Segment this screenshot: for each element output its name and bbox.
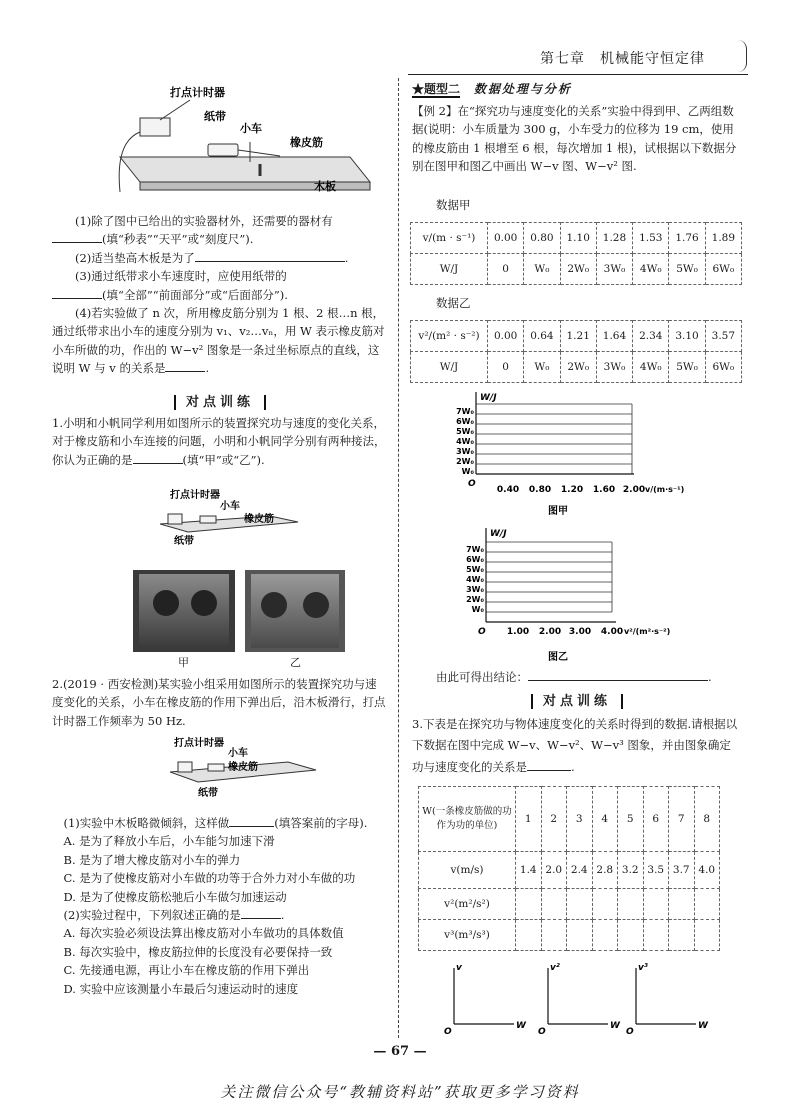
axes-y-label: v — [456, 963, 462, 973]
answer-blank[interactable] — [195, 250, 345, 262]
graph-a-xtick: 1.60 — [592, 485, 616, 495]
graph-b-ytick: 7W₀ — [466, 545, 484, 554]
label-band: 橡皮筋 — [228, 762, 258, 773]
graph-a-ylabel: W/J — [480, 393, 497, 403]
table-cell: 3W₀ — [596, 254, 632, 285]
table-cell: 4.0 — [694, 852, 720, 889]
table-row — [419, 787, 720, 852]
label-cart: 小车 — [240, 122, 262, 135]
table-cell: 0.00 — [488, 223, 524, 254]
graph-b-ytick: 4W₀ — [466, 575, 484, 584]
table-cell: 1.89 — [705, 223, 741, 254]
answer-blank[interactable] — [241, 907, 281, 919]
table-cell: v(m/s) — [419, 852, 516, 889]
photo-caption-b: 乙 — [290, 656, 301, 669]
q1-part3b: (填“全部”“前面部分”或“后面部分”). — [102, 287, 288, 302]
figure-apparatus-1 — [100, 82, 380, 207]
p1-text: 1.小明和小帆同学利用如图所示的装置探究功与速度的变化关系，对于橡皮筋和小车连接的问题，小明和小帆同学分别有两种接法，你认为正确的是 — [52, 416, 386, 467]
label-tape: 纸带 — [204, 110, 226, 123]
table-cell: 2.4 — [567, 852, 593, 889]
p2-part2: (2)实验过程中，下列叙述正确的是 — [63, 907, 241, 922]
graph-a-caption: 图甲 — [548, 506, 568, 517]
axes-y-label: v² — [550, 963, 560, 973]
p2-part1b: (填答案前的字母). — [274, 816, 368, 830]
table-cell: 1.76 — [669, 223, 705, 254]
graph-a-ytick: 3W₀ — [456, 447, 474, 456]
table-cell: 3.5 — [643, 852, 669, 889]
table-cell: 4W₀ — [633, 352, 669, 383]
table-cell: 0 — [488, 352, 524, 383]
cart-shape — [208, 144, 238, 156]
axes-x-label: W — [610, 1021, 620, 1031]
table-cell: 2 — [541, 787, 567, 852]
graph-b-ytick: 6W₀ — [466, 555, 484, 564]
table-cell: 3 — [567, 787, 593, 852]
table-cell: 1.4 — [516, 852, 542, 889]
graph-a-xtick: 0.40 — [496, 485, 520, 495]
p3-text: 3.下表是在探究功与物体速度变化的关系时得到的数据.请根据以下数据在图中完成 W−v、W−v²、W−v³ 图象，并由图象确定功与速度变化的关系是 — [412, 717, 738, 774]
axes-v-w — [444, 963, 527, 1037]
label-cart: 小车 — [228, 748, 248, 759]
blank-axes — [440, 958, 740, 1038]
answer-blank[interactable] — [527, 759, 571, 771]
answer-blank[interactable] — [229, 815, 274, 827]
table-cell: v²(m²/s²) — [419, 889, 516, 920]
data-table-c — [418, 786, 720, 951]
graph-a — [440, 388, 700, 518]
table-cell: 2W₀ — [560, 352, 596, 383]
table-cell: W(一条橡皮筋做的功作为功的单位) — [419, 787, 516, 852]
table-cell: 1.10 — [560, 223, 596, 254]
axes-origin: O — [626, 1027, 634, 1037]
timer-shape — [168, 514, 182, 524]
table-cell: 6W₀ — [705, 254, 741, 285]
label-tape: 纸带 — [198, 788, 218, 798]
table-cell: 4 — [592, 787, 618, 852]
figure-apparatus-2 — [160, 486, 300, 548]
graph-a-ytick: 5W₀ — [456, 427, 474, 436]
conclusion-line: 由此可得出结论： . — [436, 670, 712, 684]
conclusion-label: 由此可得出结论： — [436, 670, 528, 684]
table-cell: 3.57 — [705, 321, 741, 352]
table-cell: 1.64 — [596, 321, 632, 352]
table-cell: 3.10 — [669, 321, 705, 352]
section-heading — [412, 80, 742, 99]
table-row — [411, 254, 742, 285]
data-table-a — [410, 222, 742, 285]
table-cell: 6W₀ — [705, 352, 741, 383]
question-block-1: (1)除了图中已给出的实验器材外，还需要的器材有 (填“秒表”“天平”或“刻度尺”). (2)适当垫高木板是为了 . (3)通过纸带求小车速度时，应使用纸带的 (填“全部”“前面部分”或“后面部分”). (4)若实验做了 n 次，所用橡皮筋分别为 1 根、2 根…n 根，通过纸带求出小车的速度分别为 v₁、v₂…vₙ，用 W 表示橡皮筋对小车所做的功，作出的 W−v² 图象是一条过坐标原点的直线，这说明 W 与 v 的关系是 . — [52, 214, 385, 376]
graph-a-origin: O — [468, 479, 476, 489]
graph-a-xtick: 0.80 — [528, 485, 552, 495]
table-cell: 0.64 — [524, 321, 560, 352]
graph-a-ytick: 7W₀ — [456, 407, 474, 416]
section-title: 数据处理与分析 — [473, 82, 572, 96]
graph-b-ytick: W₀ — [471, 605, 484, 614]
graph-b-grid — [486, 542, 612, 612]
q1-part1b: (填“秒表”“天平”或“刻度尺”). — [102, 232, 254, 247]
graph-b-xtick: 4.00 — [600, 627, 624, 637]
figure-apparatus-3 — [170, 734, 320, 798]
photo-caption-a: 甲 — [178, 656, 189, 669]
footer-note: 关注微信公众号“教辅资料站”获取更多学习资料 — [220, 1083, 580, 1101]
answer-blank[interactable] — [52, 231, 102, 243]
example-2 — [412, 102, 742, 176]
table-cell: 1.21 — [560, 321, 596, 352]
table-row — [419, 920, 720, 951]
label-board: 木板 — [314, 180, 336, 193]
p2-part2-option: A. 每次实验必须设法算出橡皮筋对小车做功的具体数值 — [63, 926, 344, 941]
table-cell: 1.28 — [596, 223, 632, 254]
timer-shape — [140, 118, 170, 136]
table-row — [411, 223, 742, 254]
table-cell: 0.80 — [524, 223, 560, 254]
graph-b-xtick: 1.00 — [506, 627, 530, 637]
graph-a-grid — [476, 404, 632, 474]
section-label: ★题型二 — [412, 82, 461, 96]
p2-part2-option: C. 先接通电源，再让小车在橡皮筋的作用下弹出 — [63, 963, 310, 978]
table-row — [411, 352, 742, 383]
graph-a-xtick: 2.00 — [622, 485, 646, 495]
p2-part1-option: C. 是为了使橡皮筋对小车做的功等于合外力对小车做的功 — [63, 871, 356, 886]
table-cell: v/(m · s⁻¹) — [411, 223, 488, 254]
graph-b-ylabel: W/J — [490, 529, 507, 539]
problem-2 — [52, 675, 388, 730]
p2-part1-option: B. 是为了增大橡皮筋对小车的弹力 — [63, 852, 241, 867]
photo-connection-b — [245, 570, 345, 652]
table-cell: 3W₀ — [596, 352, 632, 383]
table-cell: 6 — [643, 787, 669, 852]
table-cell: 1.53 — [633, 223, 669, 254]
problem-1 — [52, 414, 388, 469]
cart-shape — [200, 516, 216, 523]
answer-blank[interactable] — [528, 669, 708, 681]
label-band: 橡皮筋 — [244, 514, 274, 525]
graph-a-xlabel: v/(m·s⁻¹) — [645, 485, 685, 494]
column-divider — [398, 78, 399, 1038]
p2-part2-option: D. 实验中应该测量小车最后匀速运动时的速度 — [63, 981, 299, 996]
table-cell: W₀ — [524, 352, 560, 383]
graph-b-xtick: 3.00 — [568, 627, 592, 637]
ex2-text: 【例 2】在“探究功与速度变化的关系”实验中得到甲、乙两组数据(说明：小车质量为 300 g，小车受力的位移为 19 cm，使用的橡皮筋由 1 根增至 6 根，每次增加 1 根)，试根据以下数据分别在图甲和图乙中画出 W−v 图、W−v² 图. — [412, 104, 737, 174]
p1-text-b: (填“甲”或“乙”). — [182, 452, 265, 467]
table-cell: W/J — [411, 352, 488, 383]
table-cell: 8 — [694, 787, 720, 852]
axes-y-label: v³ — [638, 963, 648, 973]
table-cell: 4W₀ — [633, 254, 669, 285]
page-number: — 67 — — [373, 1044, 427, 1059]
cart-shape — [208, 764, 224, 771]
header-bracket — [738, 40, 747, 72]
label-timer: 打点计时器 — [174, 738, 224, 749]
p2-part1: (1)实验中木板略微倾斜，这样做 — [63, 816, 230, 830]
graph-b-origin: O — [478, 627, 486, 637]
table-cell: v³(m³/s³) — [419, 920, 516, 951]
graph-a-ytick: W₀ — [461, 467, 474, 476]
label-tape: 纸带 — [174, 536, 194, 547]
band-shape — [238, 150, 280, 156]
table-cell: 3.7 — [669, 852, 695, 889]
q1-part2: (2)适当垫高木板是为了 — [75, 250, 195, 265]
graph-a-ytick: 2W₀ — [456, 457, 474, 466]
table-a-title: 数据甲 — [436, 198, 471, 212]
q1-part3: (3)通过纸带求小车速度时，应使用纸带的 — [75, 269, 287, 284]
table-cell: 0.00 — [488, 321, 524, 352]
table-row — [419, 889, 720, 920]
table-cell: 2.8 — [592, 852, 618, 889]
box-title-right: 对点训练 — [412, 692, 742, 713]
axes-v3-w — [626, 963, 709, 1037]
table-cell: v²/(m² · s⁻²) — [411, 321, 488, 352]
answer-blank[interactable] — [52, 287, 102, 299]
table-cell: 2.34 — [633, 321, 669, 352]
problem-3: 3.下表是在探究功与物体速度变化的关系时得到的数据.请根据以下数据在图中完成 W−v、W−v²、W−v³ 图象，并由图象确定功与速度变化的关系是 . — [412, 717, 738, 774]
axes-x-label: W — [698, 1021, 708, 1031]
label-timer: 打点计时器 — [170, 86, 225, 99]
p2-part2-option: B. 每次实验中，橡皮筋拉伸的长度没有必要保持一致 — [63, 944, 333, 959]
problem-2-parts: (1)实验中木板略微倾斜，这样做 (填答案前的字母). A. 是为了释放小车后，小车能匀加速下滑 B. 是为了增大橡皮筋对小车的弹力 C. 是为了使橡皮筋对小车做的功等于合外力对小车做的功 D. 是为了使橡皮筋松驰后小车做匀加速运动 (2)实验过程中，下列叙述正确的是 . A. 每次实验必须设法算出橡皮筋对小车做功的具体数值 B. 每次实验中，橡皮筋拉伸的长度没有必要保持一致 C. 先接通电源，再让小车在橡皮筋的作用下弹出 D. 实验中应该测量小车最后匀速运动时的速度 — [52, 814, 388, 998]
table-row — [419, 852, 720, 889]
answer-blank[interactable] — [165, 360, 205, 372]
graph-b-ytick: 5W₀ — [466, 565, 484, 574]
chapter-header: 第七章 机械能守恒定律 — [540, 51, 705, 67]
axes-origin: O — [444, 1027, 452, 1037]
axes-v2-w — [538, 963, 621, 1037]
table-cell: 3.2 — [618, 852, 644, 889]
board-shape — [120, 157, 370, 182]
timer-shape — [178, 762, 192, 772]
label-band: 橡皮筋 — [290, 136, 323, 149]
graph-a-ytick: 4W₀ — [456, 437, 474, 446]
table-row — [411, 321, 742, 352]
graph-a-ytick: 6W₀ — [456, 417, 474, 426]
graph-b-caption: 图乙 — [548, 652, 568, 663]
graph-b-ytick: 3W₀ — [466, 585, 484, 594]
table-cell: W/J — [411, 254, 488, 285]
graph-b-ytick: 2W₀ — [466, 595, 484, 604]
p2-text: 2.(2019 · 西安检测)某实验小组采用如图所示的装置探究功与速度变化的关系，小车在橡皮筋的作用下弹出后，沿木板滑行，打点计时器工作频率为 50 Hz. — [52, 677, 386, 728]
axes-x-label: W — [516, 1021, 526, 1031]
table-cell: 5 — [618, 787, 644, 852]
table-cell: 2W₀ — [560, 254, 596, 285]
table-cell: 0 — [488, 254, 524, 285]
graph-b-xtick: 2.00 — [538, 627, 562, 637]
p2-part1-option: D. 是为了使橡皮筋松驰后小车做匀加速运动 — [63, 889, 287, 904]
label-cart: 小车 — [220, 501, 240, 512]
table-cell: 2.0 — [541, 852, 567, 889]
graph-b — [440, 524, 700, 664]
label-timer: 打点计时器 — [170, 490, 220, 501]
table-cell: 7 — [669, 787, 695, 852]
q1-part1: (1)除了图中已给出的实验器材外，还需要的器材有 — [75, 214, 333, 228]
box-title-left: 对点训练 — [52, 393, 388, 414]
graph-b-xlabel: v²/(m²·s⁻²) — [624, 627, 671, 636]
q1-part4: (4)若实验做了 n 次，所用橡皮筋分别为 1 根、2 根…n 根，通过纸带求出小车的速度分别为 v₁、v₂…vₙ，用 W 表示橡皮筋对小车所做的功，作出的 W−v² 图象是一条过坐标原点的直线，这说明 W 与 v 的关系是 — [52, 305, 385, 376]
answer-blank[interactable] — [133, 452, 183, 464]
table-cell: W₀ — [524, 254, 560, 285]
table-cell: 5W₀ — [669, 254, 705, 285]
p2-part1-option: A. 是为了释放小车后，小车能匀加速下滑 — [63, 834, 275, 849]
axes-origin: O — [538, 1027, 546, 1037]
graph-a-xtick: 1.20 — [560, 485, 584, 495]
photo-connection-a — [133, 570, 235, 652]
table-cell: 1 — [516, 787, 542, 852]
data-table-b — [410, 320, 742, 383]
table-b-title: 数据乙 — [436, 296, 471, 310]
table-cell: 5W₀ — [669, 352, 705, 383]
header-rule — [408, 74, 748, 75]
